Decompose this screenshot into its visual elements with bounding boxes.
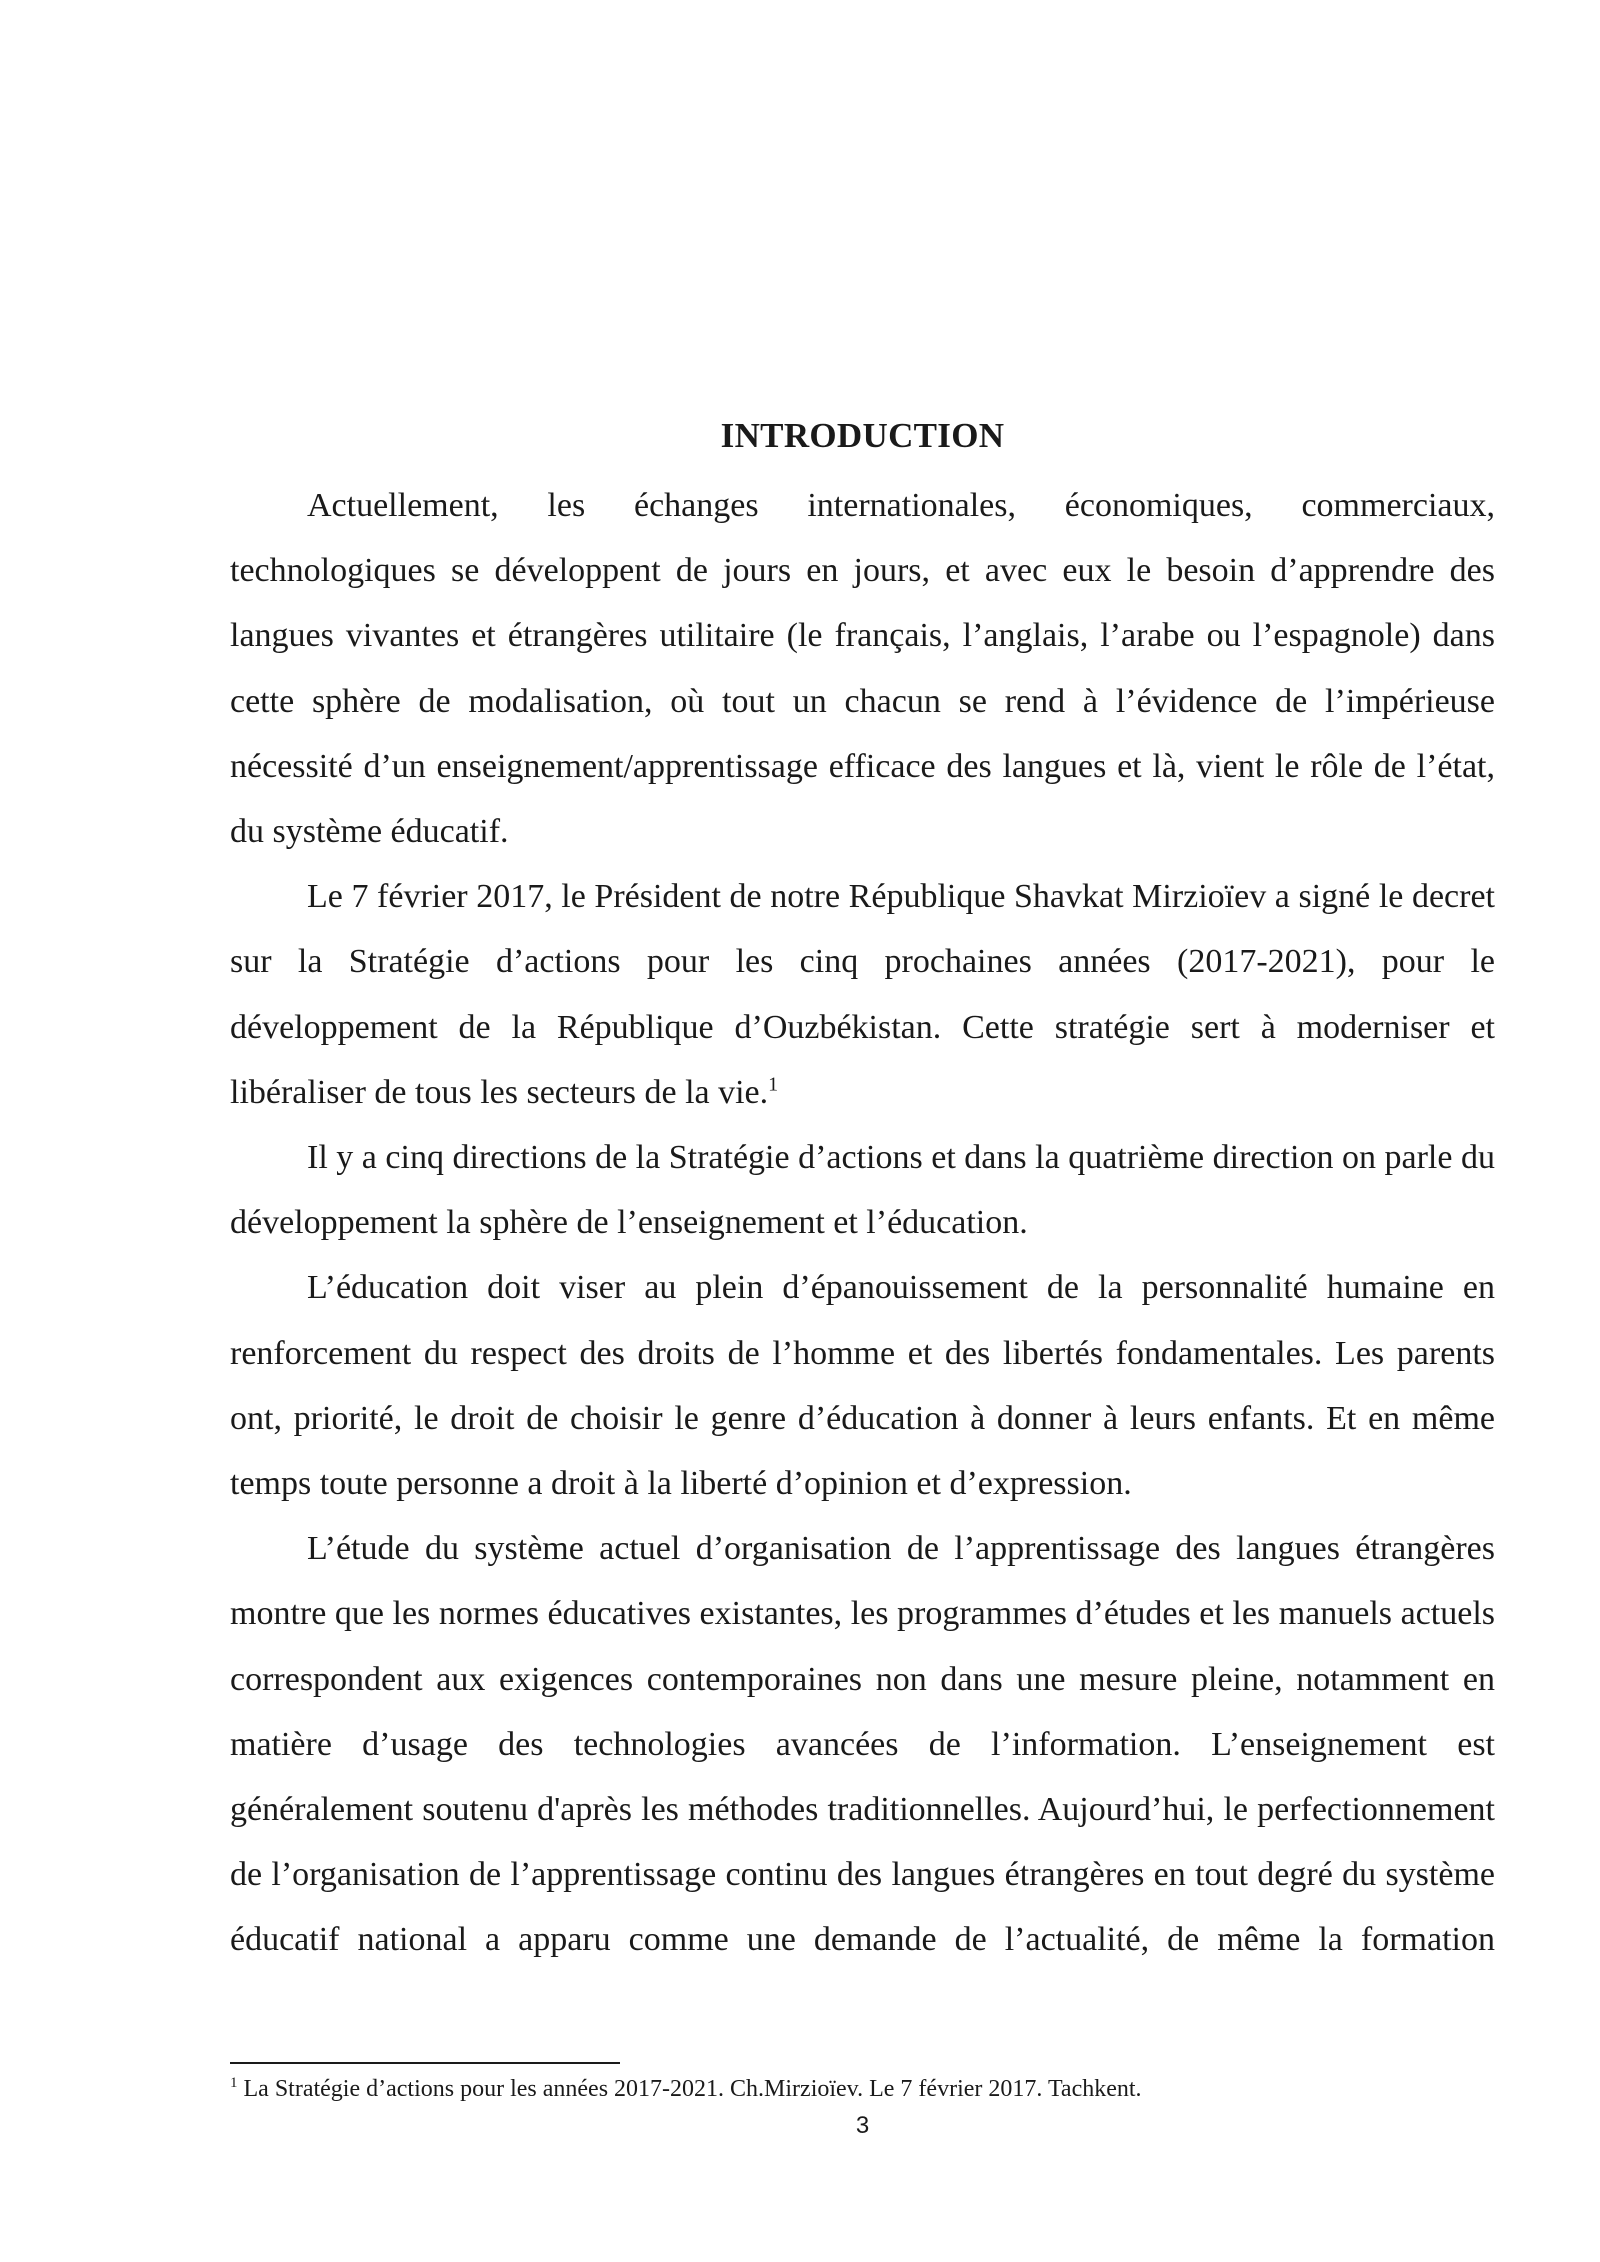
footnote-number: 1 [230, 2075, 238, 2091]
paragraph-1-text: Actuellement, les échanges internationales, économiques, commerciaux, technologiques se développent de jours en jours, et avec eux le besoin d’apprendre des langues vivantes et étrangères utilitaire (le français, l’anglais, l’arabe ou l’espagnole) dans cette sphère de modalisation, où tout un chacun se rend à l’évidence de l’impérieuse nécessité d’un enseignement/apprentissage efficace des langues et là, vient le rôle de l’état, du système éducatif. [230, 487, 1495, 851]
paragraph-5 [230, 1516, 1495, 1972]
paragraph-3 [230, 1125, 1495, 1255]
paragraph-2 [230, 864, 1495, 1125]
paragraph-4-text: L’éducation doit viser au plein d’épanouissement de la personnalité humaine en renforcement du respect des droits de l’homme et des libertés fondamentales. Les parents ont, priorité, le droit de choisir le genre d’éducation à donner à leurs enfants. Et en même temps toute personne a droit à la liberté d’opinion et d’expression. [230, 1269, 1495, 1503]
paragraph-4 [230, 1255, 1495, 1516]
footnote-text: La Stratégie d’actions pour les années 2017-2021. Ch.Mirzioïev. Le 7 février 2017. Tachkent. [237, 2076, 1142, 2102]
body-text [230, 473, 1495, 1973]
paragraph-1 [230, 473, 1495, 864]
paragraph-2-text: Le 7 février 2017, le Président de notre République Shavkat Mirzioïev a signé le decret sur la Stratégie d’actions pour les cinq prochaines années (2017-2021), pour le développement de la République d’Ouzbékistan. Cette stratégie sert à moderniser et libéraliser de tous les secteurs de la vie. [230, 878, 1495, 1111]
paragraph-5-text: L’étude du système actuel d’organisation de l’apprentissage des langues étrangères montre que les normes éducatives existantes, les programmes d’études et les manuels actuels correspondent aux exigences contemporaines non dans une mesure pleine, notamment en matière d’usage des technologies avancées de l’information. L’enseignement est généralement soutenu d'après les méthodes traditionnelles. Aujourd’hui, le perfectionnement de l’organisation de l’apprentissage continu des langues étrangères en tout degré du système éducatif national a apparu comme une demande de l’actualité, de même la formation [230, 1530, 1495, 1959]
footnote-separator [230, 2062, 620, 2064]
paragraph-3-text: Il y a cinq directions de la Stratégie d’actions et dans la quatrième direction on parle du développement la sphère de l’enseignement et l’éducation. [230, 1139, 1495, 1242]
page-number: 3 [855, 2112, 870, 2139]
footnote [230, 2072, 1495, 2106]
page-title: INTRODUCTION [720, 416, 1005, 455]
document-page [230, 0, 1495, 2262]
footnote-reference[interactable]: 1 [768, 1073, 779, 1096]
